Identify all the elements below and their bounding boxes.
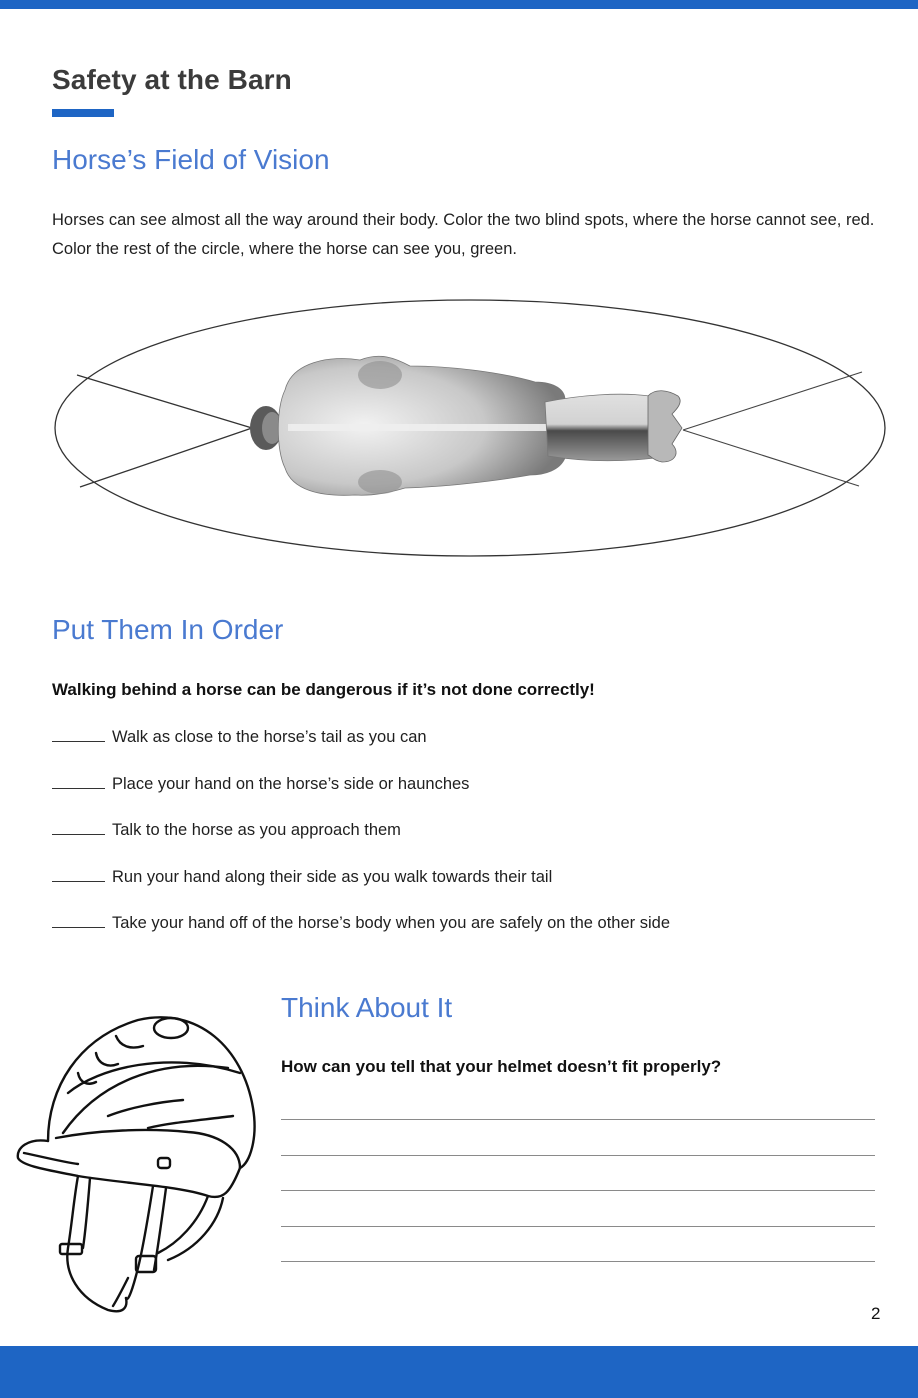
order-step-text: Take your hand off of the horse’s body when you are safely on the other side [112,914,671,932]
order-number-blank[interactable] [52,867,105,882]
order-step [52,727,670,774]
order-number-blank[interactable] [52,727,105,742]
think-about-it-heading: Think About It [281,992,453,1023]
answer-line[interactable] [281,1118,875,1120]
rear-blind-spot-line-bottom [80,428,252,487]
helmet-icon [8,998,276,1328]
page-number: 2 [871,1304,881,1323]
page-title: Safety at the Barn [52,64,292,95]
answer-line[interactable] [281,1154,875,1156]
order-step [52,867,670,914]
answer-line[interactable] [281,1225,875,1227]
order-step-text: Place your hand on the horse’s side or haunches [112,774,470,793]
horse-top-view-icon [250,356,682,495]
answer-lines[interactable] [281,1118,875,1296]
put-in-order-heading: Put Them In Order [52,614,284,645]
answer-line[interactable] [281,1189,875,1191]
field-of-vision-diagram[interactable] [0,290,918,570]
title-underline [52,109,114,117]
rear-blind-spot-line-top [77,375,252,428]
riding-helmet-illustration [8,998,276,1328]
order-number-blank[interactable] [52,913,105,928]
field-of-vision-heading: Horse’s Field of Vision [52,144,330,175]
order-step-text: Run your hand along their side as you walk towards their tail [112,867,553,886]
front-blind-spot-line-top [683,372,862,430]
answer-line[interactable] [281,1260,875,1262]
bottom-accent-bar [0,1346,918,1398]
put-in-order-prompt: Walking behind a horse can be dangerous if it’s not done correctly! [52,680,595,699]
field-of-vision-instructions: Horses can see almost all the way around their body. Color the two blind spots, where the horse cannot see, red. Color the rest of the circle, where the horse can see you, green. [52,211,875,258]
front-blind-spot-line-bottom [683,430,859,486]
order-step-text: Walk as close to the horse’s tail as you can [112,728,427,746]
order-step [52,774,670,821]
top-accent-bar [0,0,918,9]
order-step [52,820,670,867]
order-steps-list [52,727,670,960]
order-number-blank[interactable] [52,820,105,835]
think-about-it-question: How can you tell that your helmet doesn’t fit properly? [281,1057,722,1076]
order-step-text: Talk to the horse as you approach them [112,821,401,839]
order-number-blank[interactable] [52,774,105,789]
order-step [52,913,670,960]
